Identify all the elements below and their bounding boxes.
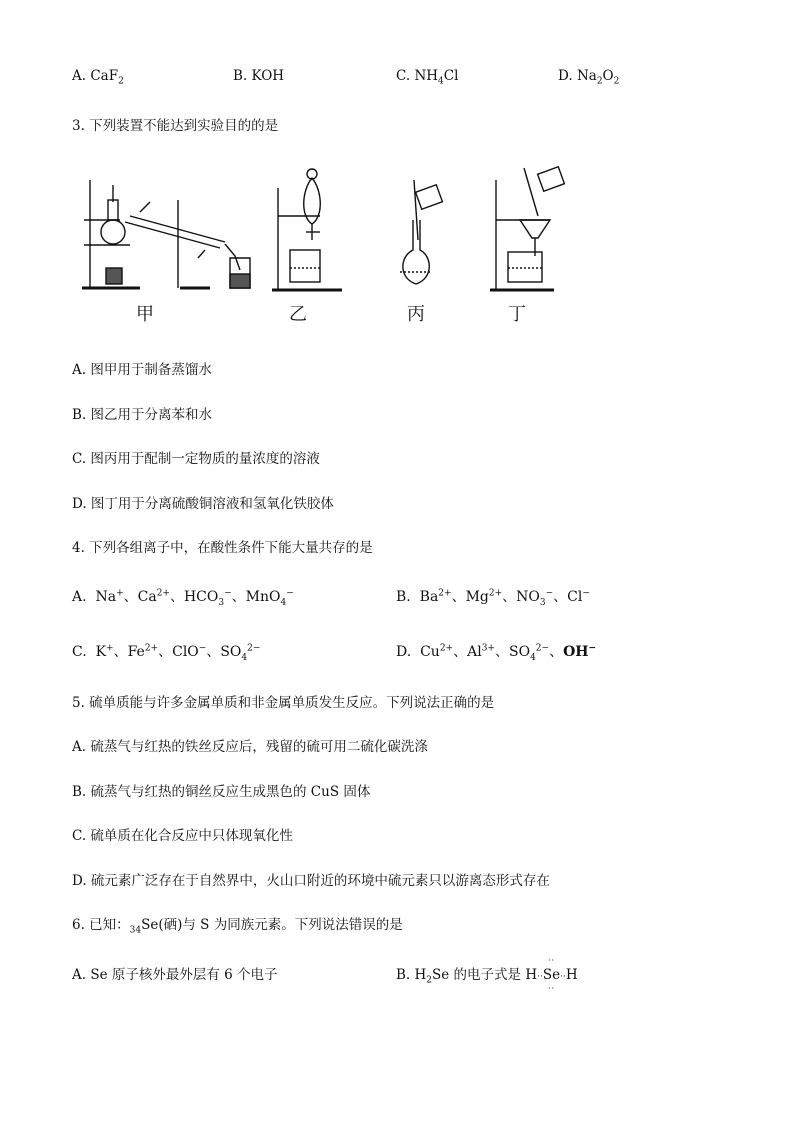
q4-option-a: A. Na+、$Ca^{2+}$、$HCO_3^-$、MnO$_4$− <box>72 588 294 608</box>
q5-stem: 5. 硫单质能与许多金属单质和非金属单质发生反应。下列说法正确的是 <box>72 695 495 711</box>
figure-caption-jia: 甲 <box>136 304 154 325</box>
figure-caption-bing: 丙 <box>407 304 425 325</box>
apparatus-bing-volumetric-flask <box>400 180 442 284</box>
q6-stem: 6. 已知：$_{34}$Se(硒)与 S 为同族元素。下列说法错误的是 <box>72 917 403 936</box>
apparatus-ding-filtration <box>490 167 564 290</box>
apparatus-figure <box>80 160 580 300</box>
q2-option-d: D. $Na_2O_2$ <box>558 68 620 87</box>
q4-stem: 4. 下列各组离子中，在酸性条件下能大量共存的是 <box>72 540 373 556</box>
q5-option-b: B. 硫蒸气与红热的铜丝反应生成黑色的 CuS 固体 <box>72 784 371 800</box>
q3-option-d: D. 图丁用于分离硫酸铜溶液和氢氧化铁胶体 <box>72 496 334 512</box>
q4-option-b: B. $Ba^{2+}$、$Mg^{2+}$、$NO_3^-$、Cl− <box>396 588 590 608</box>
q5-option-c: C. 硫单质在化合反应中只体现氧化性 <box>72 828 293 844</box>
q4-option-c: C. K+、$Fe^{2+}$、ClO−、$SO_4^{2-}$ <box>72 643 261 663</box>
q6-option-b: B. $H_2Se$ 的电子式是 H·· ·· Se ·· ··H <box>396 956 578 993</box>
figure-caption-yi: 乙 <box>289 304 307 325</box>
q3-option-b: B. 图乙用于分离苯和水 <box>72 407 213 423</box>
electron-dot-formula: H·· ·· Se ·· ··H <box>525 956 578 993</box>
q2-option-b: B. KOH <box>233 68 285 84</box>
figure-caption-ding: 丁 <box>508 304 526 325</box>
q6-option-a: A. Se 原子核外最外层有 6 个电子 <box>72 967 278 983</box>
q3-option-a: A. 图甲用于制备蒸馏水 <box>72 362 212 378</box>
apparatus-jia-distillation <box>82 180 250 288</box>
q3-option-c: C. 图丙用于配制一定物质的量浓度的溶液 <box>72 451 320 467</box>
q5-option-a: A. 硫蒸气与红热的铁丝反应后，残留的硫可用二硫化碳洗涤 <box>72 739 428 755</box>
q2-option-c: C. $NH_4Cl$ <box>396 68 459 87</box>
q5-option-d: D. 硫元素广泛存在于自然界中，火山口附近的环境中硫元素只以游离态形式存在 <box>72 873 550 889</box>
q2-option-a: A. CaF$_2$ <box>72 68 124 87</box>
apparatus-yi-separatory-funnel <box>272 169 342 290</box>
q4-option-d: D. $Cu^{2+}$、$Al^{3+}$、$SO_4^{2-}$、OH− <box>396 643 597 663</box>
q3-stem: 3. 下列装置不能达到实验目的的是 <box>72 118 279 134</box>
